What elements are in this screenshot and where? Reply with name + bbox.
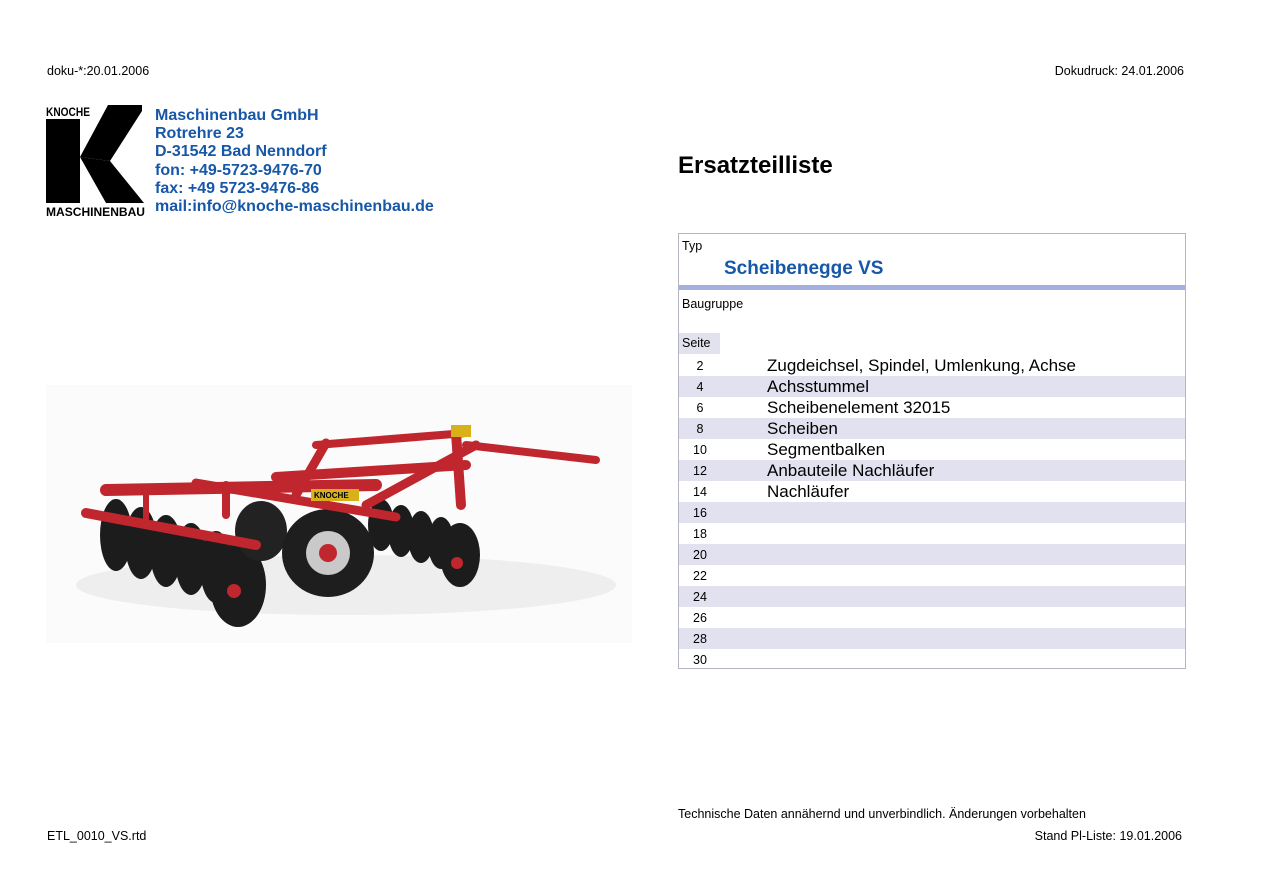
page-number: 20 xyxy=(693,548,707,562)
list-item xyxy=(679,586,1185,607)
list-item xyxy=(679,628,1185,649)
list-item xyxy=(679,418,1185,439)
logo-top-text: KNOCHE xyxy=(46,105,90,119)
knoche-logo xyxy=(46,105,146,217)
baugruppe-label: Baugruppe xyxy=(682,297,744,311)
logo-bottom-text: MASCHINENBAU xyxy=(46,205,145,217)
list-item xyxy=(679,523,1185,544)
list-item xyxy=(679,502,1185,523)
page-number: 10 xyxy=(693,443,707,457)
parts-list-box xyxy=(678,233,1186,669)
type-value: Scheibenegge VS xyxy=(724,258,884,279)
type-divider xyxy=(679,285,1185,290)
list-item xyxy=(679,481,1185,502)
page-column-header: Seite xyxy=(679,333,720,354)
company-street: Rotrehre 23 xyxy=(155,125,244,143)
page-number: 8 xyxy=(696,422,704,436)
company-phone: fon: +49-5723-9476-70 xyxy=(155,161,322,179)
type-label: Typ xyxy=(682,239,703,253)
list-item xyxy=(679,460,1185,481)
group-label: Scheibenelement 32015 xyxy=(767,398,951,417)
page-number: 2 xyxy=(696,359,704,373)
doku-date: doku-*:20.01.2006 xyxy=(47,64,150,78)
list-item xyxy=(679,565,1185,586)
list-item xyxy=(679,544,1185,565)
company-name: Maschinenbau GmbH xyxy=(155,107,319,124)
company-city: D-31542 Bad Nenndorf xyxy=(155,143,327,161)
list-item xyxy=(679,439,1185,460)
page-number: 28 xyxy=(693,632,707,646)
list-item xyxy=(679,649,1185,670)
company-address xyxy=(155,107,434,216)
group-label: Anbauteile Nachläufer xyxy=(767,461,935,480)
list-item xyxy=(679,607,1185,628)
list-item xyxy=(679,355,1185,376)
group-label: Segmentbalken xyxy=(767,440,886,459)
list-item xyxy=(679,376,1185,397)
group-label: Zugdeichsel, Spindel, Umlenkung, Achse xyxy=(767,356,1077,375)
page-number: 16 xyxy=(693,506,707,520)
page-number: 6 xyxy=(696,401,704,415)
page-number: 26 xyxy=(693,611,707,625)
page-number: 22 xyxy=(693,569,707,583)
disc-harrow-image xyxy=(46,385,632,643)
parts-group-list xyxy=(679,355,1185,670)
page-number: 14 xyxy=(693,485,707,499)
page-number: 4 xyxy=(696,380,704,394)
page-number: 24 xyxy=(693,590,707,604)
stand-date: Stand Pl-Liste: 19.01.2006 xyxy=(1034,829,1182,843)
print-date: Dokudruck: 24.01.2006 xyxy=(1054,64,1184,78)
list-item xyxy=(679,397,1185,418)
company-email: mail:info@knoche-maschinenbau.de xyxy=(155,198,434,216)
page-number: 12 xyxy=(693,464,707,478)
group-label: Scheiben xyxy=(767,419,838,438)
group-label: Achsstummel xyxy=(767,377,870,396)
document-title: Ersatzteilliste xyxy=(678,152,833,179)
page-number: 30 xyxy=(693,653,707,667)
file-name: ETL_0010_VS.rtd xyxy=(47,829,147,843)
page-number: 18 xyxy=(693,527,707,541)
group-label: Nachläufer xyxy=(767,482,850,501)
machine-decal-text: KNOCHE xyxy=(314,491,349,500)
disclaimer-note: Technische Daten annähernd und unverbindlich. Änderungen vorbehalten xyxy=(678,807,1086,821)
company-fax: fax: +49 5723-9476-86 xyxy=(155,179,320,197)
